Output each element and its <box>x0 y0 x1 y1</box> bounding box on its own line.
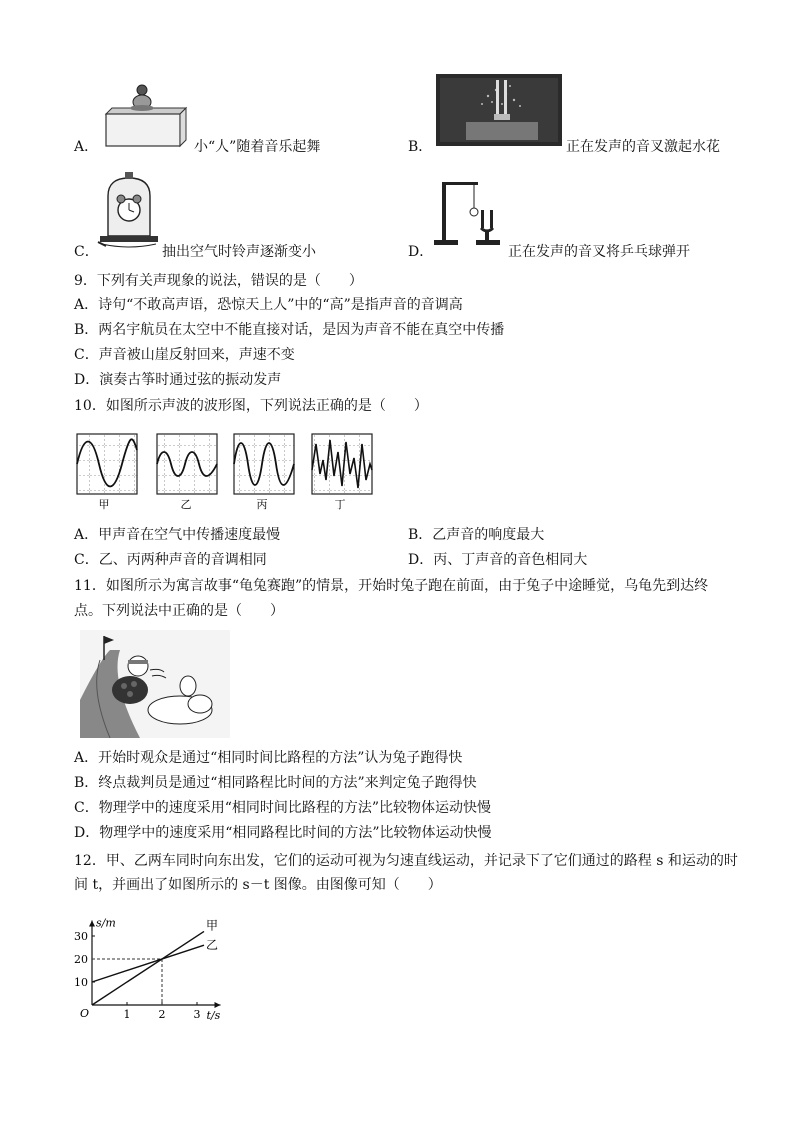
s-t-chart <box>74 900 244 1020</box>
y-tick-label: 10 <box>74 976 88 989</box>
waveform-label-yi: 乙 <box>180 498 192 511</box>
bell-jar-image <box>96 170 162 250</box>
q11-option-d: D．物理学中的速度采用“相同路程比时间的方法”比较物体运动快慢 <box>74 825 492 841</box>
series-line-jia <box>92 931 204 1005</box>
q11-option-c: C．物理学中的速度采用“相同时间比路程的方法”比较物体运动快慢 <box>74 800 492 816</box>
q8-option-d-caption: 正在发声的音叉将乒乓球弹开 <box>508 244 690 260</box>
q11-stem-line2: 点。下列说法中正确的是（ ） <box>74 603 284 619</box>
q8-option-a-caption: 小“人”随着音乐起舞 <box>194 139 321 155</box>
y-tick-label: 30 <box>74 930 88 943</box>
waveform-label-ding: 丁 <box>334 498 346 511</box>
tuning-fork-ball-image <box>432 178 508 248</box>
q11-option-b: B．终点裁判员是通过“相同路程比时间的方法”来判定兔子跑得快 <box>74 775 477 791</box>
origin-label: O <box>80 1007 90 1020</box>
waveform-figures <box>74 430 384 512</box>
y-axis-arrow <box>89 921 95 927</box>
q11-option-a: A．开始时观众是通过“相同时间比路程的方法”认为兔子跑得快 <box>74 750 463 766</box>
q8-option-b-caption: 正在发声的音叉激起水花 <box>566 139 720 155</box>
q9-option-d: D．演奏古筝时通过弦的振动发声 <box>74 372 282 388</box>
waveform-ding <box>312 434 372 494</box>
dancing-figure-image <box>100 80 190 152</box>
series-line-yi <box>92 945 204 982</box>
q8-option-c-letter: C． <box>74 244 99 260</box>
q9-option-a: A．诗句“不敢高声语，恐惊天上人”中的“高”是指声音的音调高 <box>74 297 463 313</box>
q12-stem-line1: 12．甲、乙两车同时向东出发，它们的运动可视为匀速直线运动，并记录下了它们通过的路程 s 和运动的时 <box>74 853 738 869</box>
q12-stem-line2: 间 t，并画出了如图所示的 s－t 图像。由图像可知（ ） <box>74 877 442 893</box>
waveform-yi <box>157 434 217 494</box>
q10-option-d: D．丙、丁声音的音色相同大 <box>408 552 588 568</box>
q10-stem: 10．如图所示声波的波形图，下列说法正确的是（ ） <box>74 398 428 414</box>
x-axis-arrow <box>215 1002 221 1008</box>
q9-option-b: B．两名宇航员在太空中不能直接对话，是因为声音不能在真空中传播 <box>74 322 505 338</box>
tortoise-hare-image <box>80 630 230 738</box>
q11-stem-line1: 11．如图所示为寓言故事“龟兔赛跑”的情景，开始时兔子跑在前面，由于兔子中途睡觉，乌龟先到达终 <box>74 578 709 594</box>
series-label-yi: 乙 <box>206 938 219 953</box>
x-tick-label: 1 <box>123 1008 131 1020</box>
q8-option-c-caption: 抽出空气时铃声逐渐变小 <box>162 244 316 260</box>
waveform-bing <box>234 434 294 494</box>
q10-option-a: A．甲声音在空气中传播速度最慢 <box>74 527 281 543</box>
y-axis-label: s/m <box>96 916 116 930</box>
tuning-fork-water-image <box>436 74 562 146</box>
q8-option-a-letter: A． <box>74 139 99 155</box>
q9-option-c: C．声音被山崖反射回来，声速不变 <box>74 347 295 363</box>
x-tick-label: 2 <box>158 1008 166 1020</box>
waveform-label-bing: 丙 <box>256 498 268 511</box>
q10-option-c: C．乙、丙两种声音的音调相同 <box>74 552 267 568</box>
q9-stem: 9．下列有关声现象的说法，错误的是（ ） <box>74 273 363 289</box>
q8-option-d-letter: D． <box>408 244 434 260</box>
waveform-jia <box>77 434 137 494</box>
x-tick-label: 3 <box>193 1008 201 1020</box>
waveform-label-jia: 甲 <box>98 498 110 511</box>
series-label-jia: 甲 <box>206 918 219 933</box>
x-axis-label: t/s <box>206 1009 221 1020</box>
q8-option-b-letter: B． <box>408 139 433 155</box>
q10-option-b: B．乙声音的响度最大 <box>408 527 545 543</box>
y-tick-label: 20 <box>74 953 88 966</box>
